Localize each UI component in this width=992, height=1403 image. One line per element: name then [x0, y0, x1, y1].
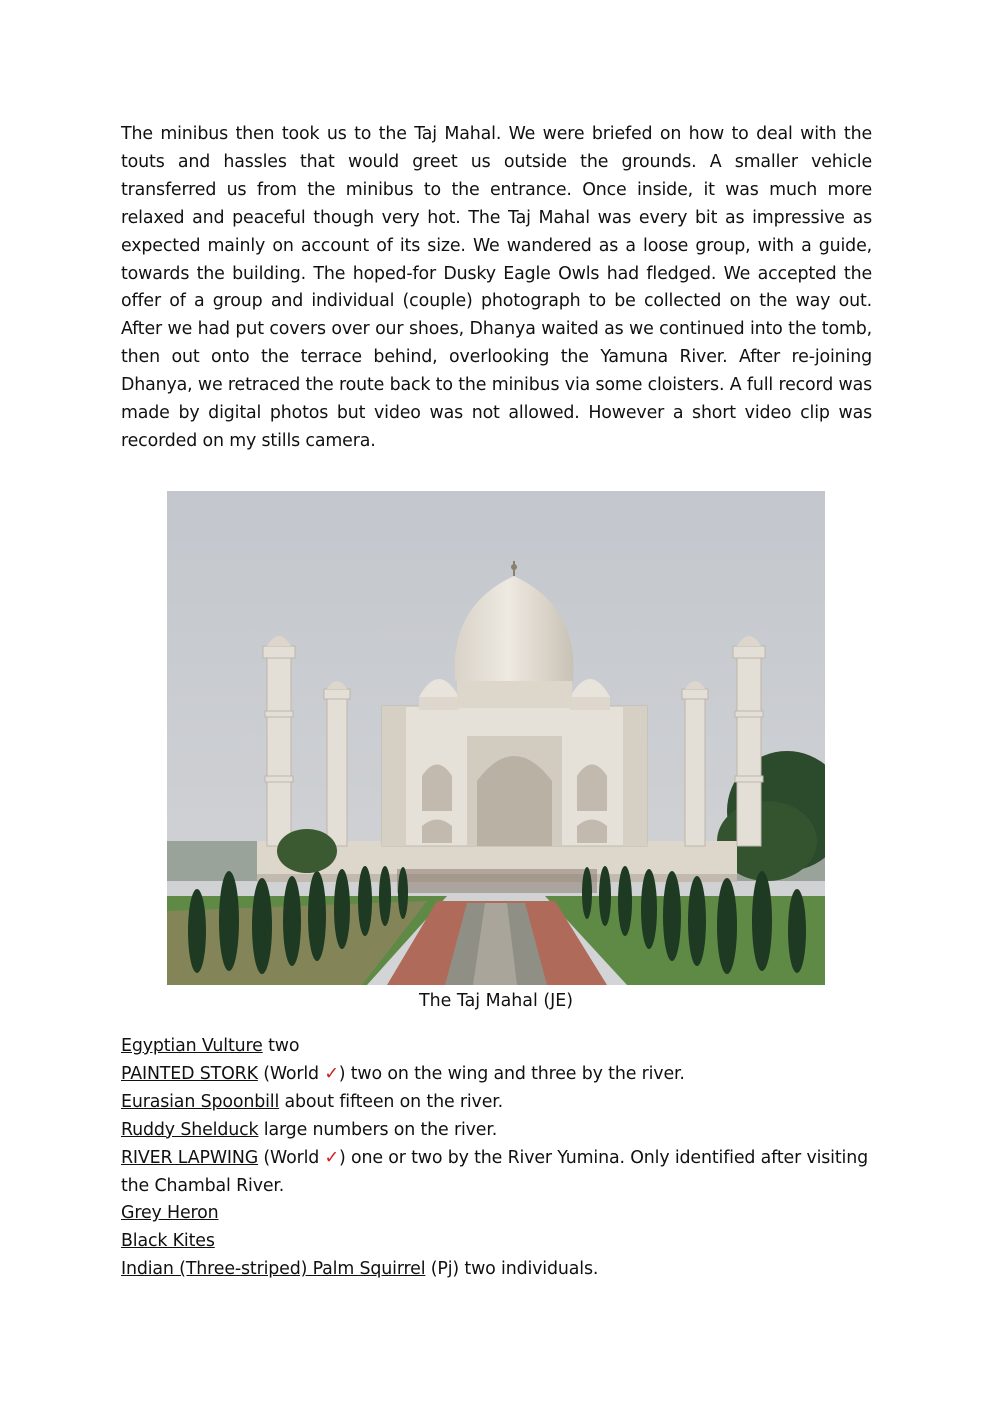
- species-note: large numbers on the river.: [258, 1119, 498, 1140]
- species-note-cont: ) two on the wing and three by the river.: [338, 1063, 685, 1084]
- species-item: [121, 1061, 881, 1089]
- species-name: Ruddy Shelduck: [121, 1119, 259, 1140]
- species-item: [121, 1256, 881, 1284]
- taj-mahal-photo: [167, 491, 825, 985]
- species-list: [121, 1033, 881, 1284]
- species-name: Eurasian Spoonbill: [121, 1091, 280, 1112]
- species-item: [121, 1200, 881, 1228]
- species-item: [121, 1089, 881, 1117]
- species-note-cont: ) one or two by the River Yumina. Only identified after visiting the Chambal River.: [121, 1147, 868, 1196]
- world-tick-icon: ✓: [324, 1147, 339, 1168]
- species-note: (World: [257, 1063, 325, 1084]
- world-tick-icon: ✓: [324, 1063, 339, 1084]
- species-note: (World: [258, 1147, 325, 1168]
- species-name: Black Kites: [121, 1231, 215, 1252]
- species-name: Indian (Three-striped) Palm Squirrel: [121, 1259, 426, 1280]
- species-name: RIVER LAPWING: [121, 1147, 259, 1168]
- species-name: PAINTED STORK: [121, 1063, 258, 1084]
- species-item: [121, 1117, 881, 1145]
- species-name: Egyptian Vulture: [121, 1036, 263, 1056]
- body-paragraph: The minibus then took us to the Taj Mahal. We were briefed on how to deal with the touts and hassles that would greet us outside the grounds. A smaller vehicle transferred us from the minibus to the entrance. Once inside, it was much more relaxed and peaceful though very hot. The Taj Mahal was every bit as impressive as expected mainly on account of its size. We wandered as a loose group, with a guide, towards the building. The hoped-for Dusky Eagle Owls had fledged. We accepted the offer of a group and individual (couple) photograph to be collected on the way out. After we had put covers over our shoes, Dhanya waited as we continued into the tomb, then out onto the terrace behind, overlooking the Yamuna River. After re-joining Dhanya, we retraced the route back to the minibus via some cloisters. A full record was made by digital photos but video was not allowed. However a short video clip was recorded on my stills camera.: [121, 124, 872, 451]
- species-name: Grey Heron: [121, 1203, 219, 1224]
- species-note: about fifteen on the river.: [279, 1091, 504, 1112]
- species-item: [121, 1145, 881, 1201]
- species-note: (Pj) two individuals.: [425, 1259, 599, 1280]
- species-item: [121, 1033, 881, 1061]
- species-note: two: [262, 1036, 300, 1056]
- photo-caption: The Taj Mahal (JE): [418, 991, 574, 1011]
- species-item: [121, 1228, 881, 1256]
